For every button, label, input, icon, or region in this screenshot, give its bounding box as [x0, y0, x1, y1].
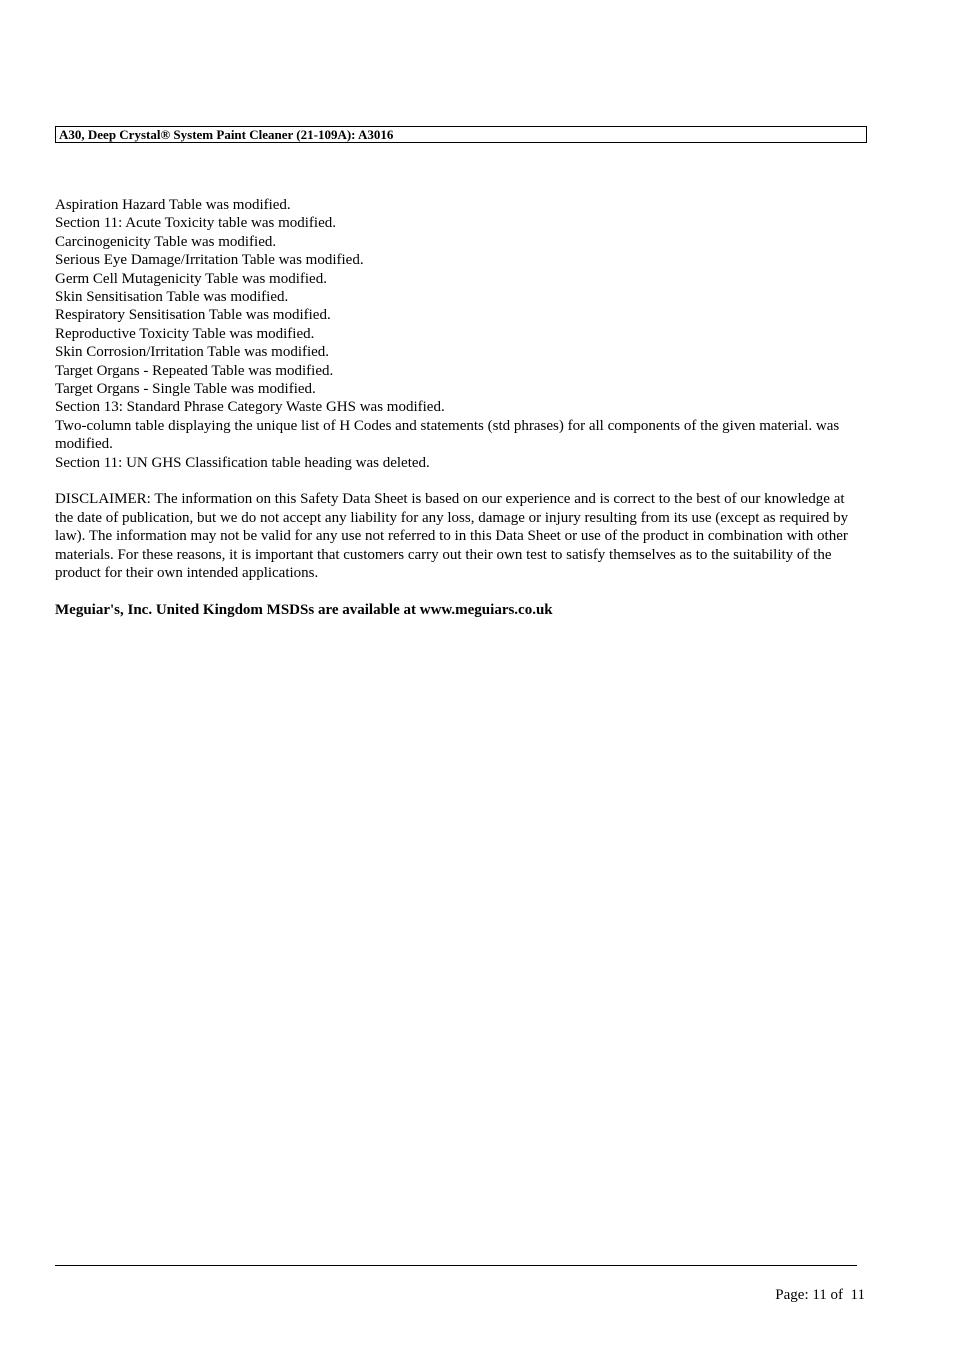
- document-header: [55, 126, 867, 143]
- revision-change-item: Section 13: Standard Phrase Category Waste GHS was modified.: [55, 399, 445, 416]
- msds-availability-note: Meguiar's, Inc. United Kingdom MSDSs are available at www.meguiars.co.uk: [55, 601, 553, 618]
- disclaimer-paragraph: DISCLAIMER: The information on this Safety Data Sheet is based on our experience and is correct to the best of our knowledge at the date of publication, but we do not accept any liability for any loss, damage or injury resulting from its use (except as required by law). The information may not be valid for any use not referred to in this Data Sheet or use of the product in combination with other materials. For these reasons, it is important that customers carry out their own test to satisfy themselves as to the suitability of the product for their own intended applications.: [55, 491, 849, 582]
- revision-change-item: Target Organs - Single Table was modified.: [55, 381, 316, 398]
- page-number: Page: 11 of 11: [775, 1287, 865, 1303]
- revision-change-item: Two-column table displaying the unique list of H Codes and statements (std phrases) for all components of the given material. was modified.: [55, 417, 840, 453]
- document-body: [55, 196, 855, 619]
- revision-change-item: Skin Corrosion/Irritation Table was modified.: [55, 344, 330, 361]
- footer-divider: [55, 1265, 857, 1266]
- revision-change-item: Target Organs - Repeated Table was modified.: [55, 362, 334, 379]
- revision-changes-list: [55, 196, 855, 472]
- revision-change-item: Carcinogenicity Table was modified.: [55, 233, 277, 250]
- revision-change-item: Reproductive Toxicity Table was modified.: [55, 325, 315, 342]
- product-title: A30, Deep Crystal® System Paint Cleaner (21-109A): A3016: [59, 127, 394, 142]
- revision-change-item: Aspiration Hazard Table was modified.: [55, 197, 291, 213]
- revision-change-item: Skin Sensitisation Table was modified.: [55, 289, 289, 306]
- revision-change-item: Serious Eye Damage/Irritation Table was modified.: [55, 252, 364, 269]
- revision-change-item: Germ Cell Mutagenicity Table was modified.: [55, 270, 327, 287]
- revision-change-item: Section 11: Acute Toxicity table was modified.: [55, 215, 336, 232]
- revision-change-item: Section 11: UN GHS Classification table heading was deleted.: [55, 454, 430, 471]
- revision-change-item: Respiratory Sensitisation Table was modified.: [55, 307, 331, 324]
